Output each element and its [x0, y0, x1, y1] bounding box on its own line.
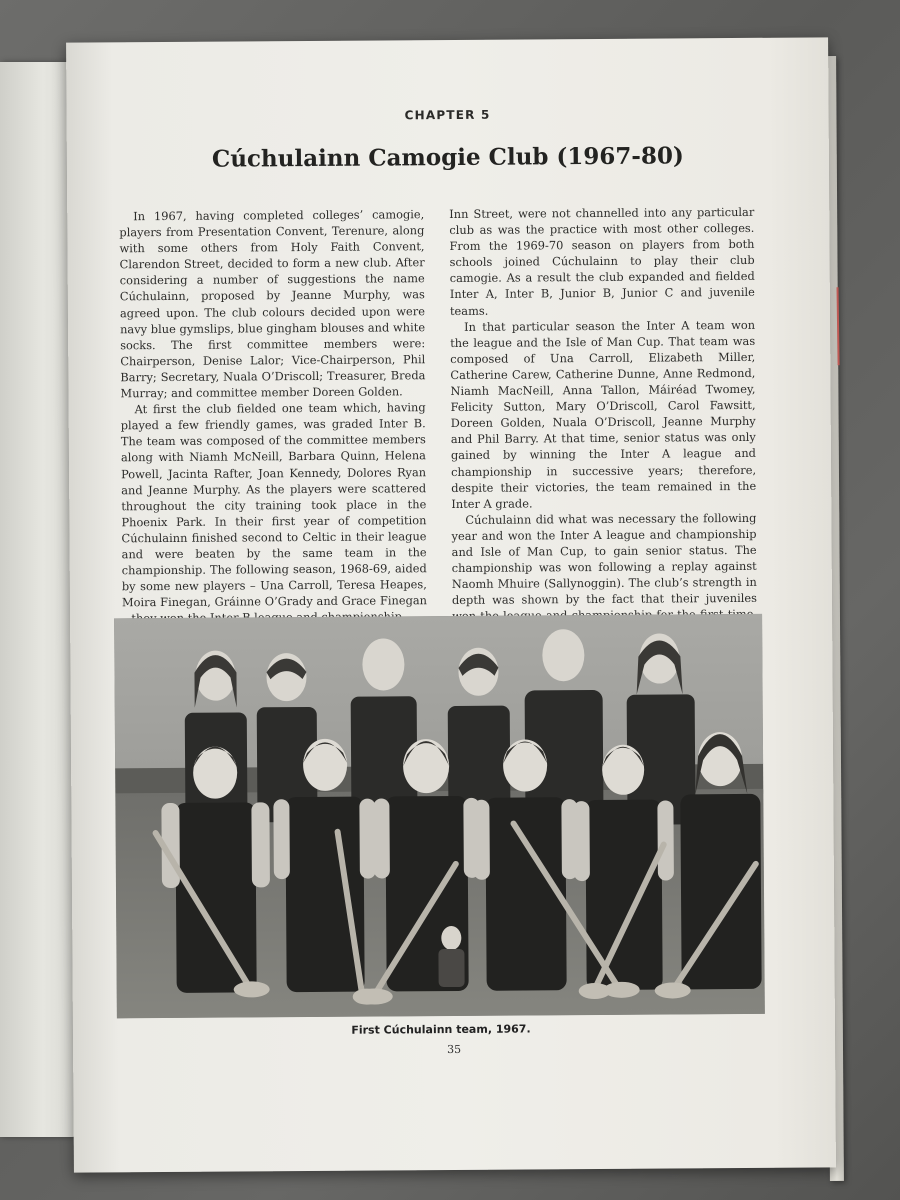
- page-number: 35: [447, 1042, 462, 1057]
- book-page: [66, 37, 836, 1172]
- chapter-label: CHAPTER 5: [404, 107, 491, 123]
- page-title: Cúchulainn Camogie Club (1967-80): [211, 142, 684, 173]
- paragraph: Inn Street, were not channelled into any particular club as was the practice with most other colleges. From the 1969-70 season on players from both schools joined Cúchulainn to play their club camogie. As a result the club expanded and fielded Inter A, Inter B, Junior B, Junior C and juvenile teams.: [449, 204, 755, 318]
- margin-pen-mark: [837, 287, 840, 365]
- paragraph: At first the club fielded one team which, having played a few friendly games, was graded Inter B. The team was composed of the committee members along with Niamh McNeill, Barbara Quinn, Helena Powell, Jacinta Rafter, Joan Kennedy, Dolores Ryan and Jeanne Murphy. As the players were scattered throughout the city training took place in the Phoenix Park. In their first year of competition Cúchulainn finished second to Celtic in their league and were beaten by the same team in the championship. The following season, 1968-69, aided by some new players – Una Carroll, Teresa Heapes, Moira Finegan, Gráinne O’Grady and Grace Finegan: [120, 400, 428, 610]
- paragraph: In 1967, having completed colleges’ camogie, players from Presentation Convent, Terenure, along with some others from Holy Faith Convent, Clarendon Street, decided to form a new club. After considering a number of suggestions the name Cúchulainn, proposed by Jeanne Murphy, was agreed upon. The club colours decided upon were navy blue gymslips, blue gingham blouses and white socks. The first committee members were: Chairperson, Denise Lalor; Vice-Chairperson, Phil Barry; Secretary, Nuala O’Driscoll; Treasurer, Breda Murray; and committee member Doreen Golden.: [119, 207, 426, 401]
- photo-caption: First Cúchulainn team, 1967.: [351, 1022, 531, 1037]
- text-column-left: [119, 206, 427, 675]
- team-photo: [114, 614, 765, 1019]
- team-photo-image: [114, 614, 765, 1019]
- paragraph: In that particular season the Inter A team won the league and the Isle of Man Cup. That team was composed of Una Carroll, Elizabeth Miller, Catherine Carew, Catherine Dunne, Anne Redmond, Niamh MacNeill, Anna Tallon, Máiréad Twomey, Felicity Sutton, Mary O’Driscoll, Carol Fawsitt, Doreen Golden, Nuala O’Driscoll, Jeanne Murphy and Phil Barry. At that time, senior status was only gained by winning the Inter A league and championship in successive years; therefore, despite their victories, the team remained in the Inter A grade.: [450, 317, 757, 511]
- paragraph: Cúchulainn did what was necessary the following year and won the Inter A league and championship and Isle of Man Cup, to gain senior status. The championship was won following a replay against Naomh Mhuire (Sallynoggin). The club’s strength in depth was shown by the fact that their juveniles: [451, 510, 758, 608]
- facing-page-edge: [0, 62, 78, 1137]
